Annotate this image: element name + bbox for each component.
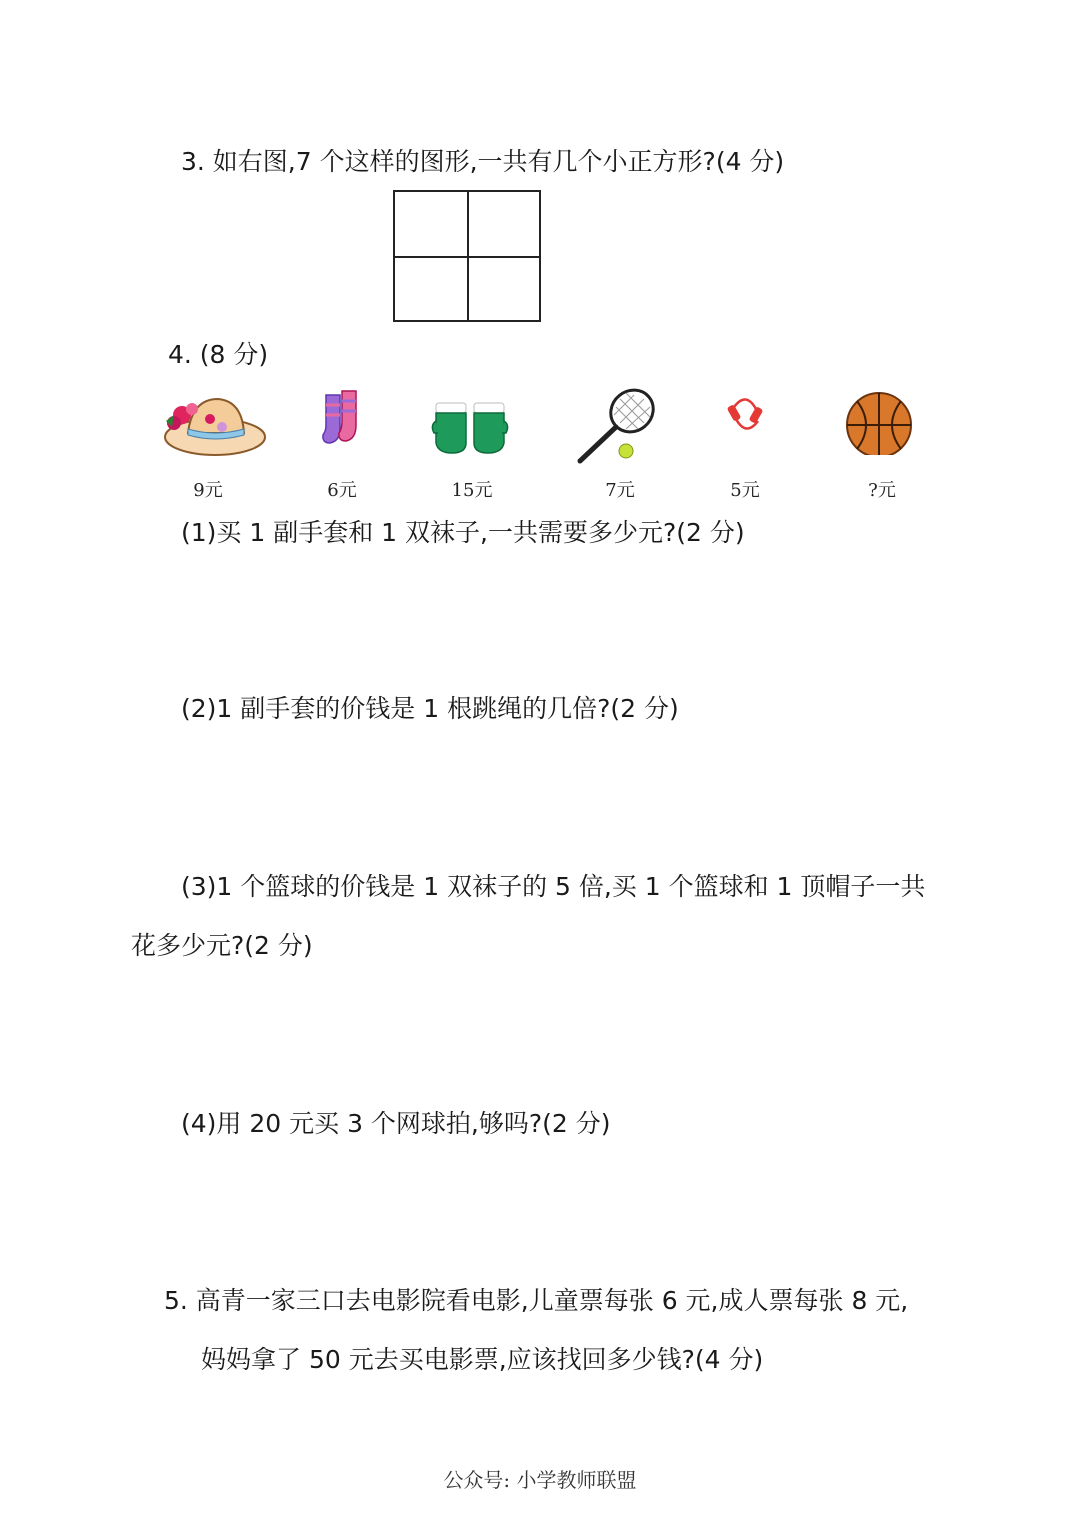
question-4-sub-3-line-2: 花多少元?(2 分) (131, 931, 313, 960)
price-jump-rope: 5元 (730, 480, 760, 501)
price-tennis-racket: 7元 (605, 480, 635, 501)
question-4-sub-4: (4)用 20 元买 3 个网球拍,够吗?(2 分) (181, 1109, 611, 1138)
jump-rope-icon (722, 385, 772, 445)
price-socks: 6元 (327, 480, 357, 501)
socks-icon (318, 385, 368, 460)
hat-icon (160, 385, 270, 465)
price-mittens: 15元 (451, 480, 493, 501)
question-4-header: 4. (8 分) (168, 340, 269, 369)
square-grid-figure (393, 190, 541, 322)
question-4-sub-1: (1)买 1 副手套和 1 双袜子,一共需要多少元?(2 分) (181, 518, 745, 547)
question-3-text: 3. 如右图,7 个这样的图形,一共有几个小正方形?(4 分) (181, 147, 785, 176)
question-5-line-1: 5. 高青一家三口去电影院看电影,儿童票每张 6 元,成人票每张 8 元, (164, 1286, 909, 1315)
question-4-sub-2: (2)1 副手套的价钱是 1 根跳绳的几倍?(2 分) (181, 694, 679, 723)
basketball-icon (845, 385, 915, 455)
question-4-sub-3-line-1: (3)1 个篮球的价钱是 1 双袜子的 5 倍,买 1 个篮球和 1 顶帽子一共 (181, 872, 926, 901)
price-basketball: ?元 (868, 480, 896, 501)
price-hat: 9元 (193, 480, 223, 501)
question-5-line-2: 妈妈拿了 50 元去买电影票,应该找回多少钱?(4 分) (201, 1345, 764, 1374)
tennis-racket-icon (574, 385, 664, 470)
footer-watermark: 公众号: 小学教师联盟 (443, 1468, 637, 1492)
grid-horizontal-line (395, 256, 539, 258)
mittens-icon (430, 385, 515, 460)
